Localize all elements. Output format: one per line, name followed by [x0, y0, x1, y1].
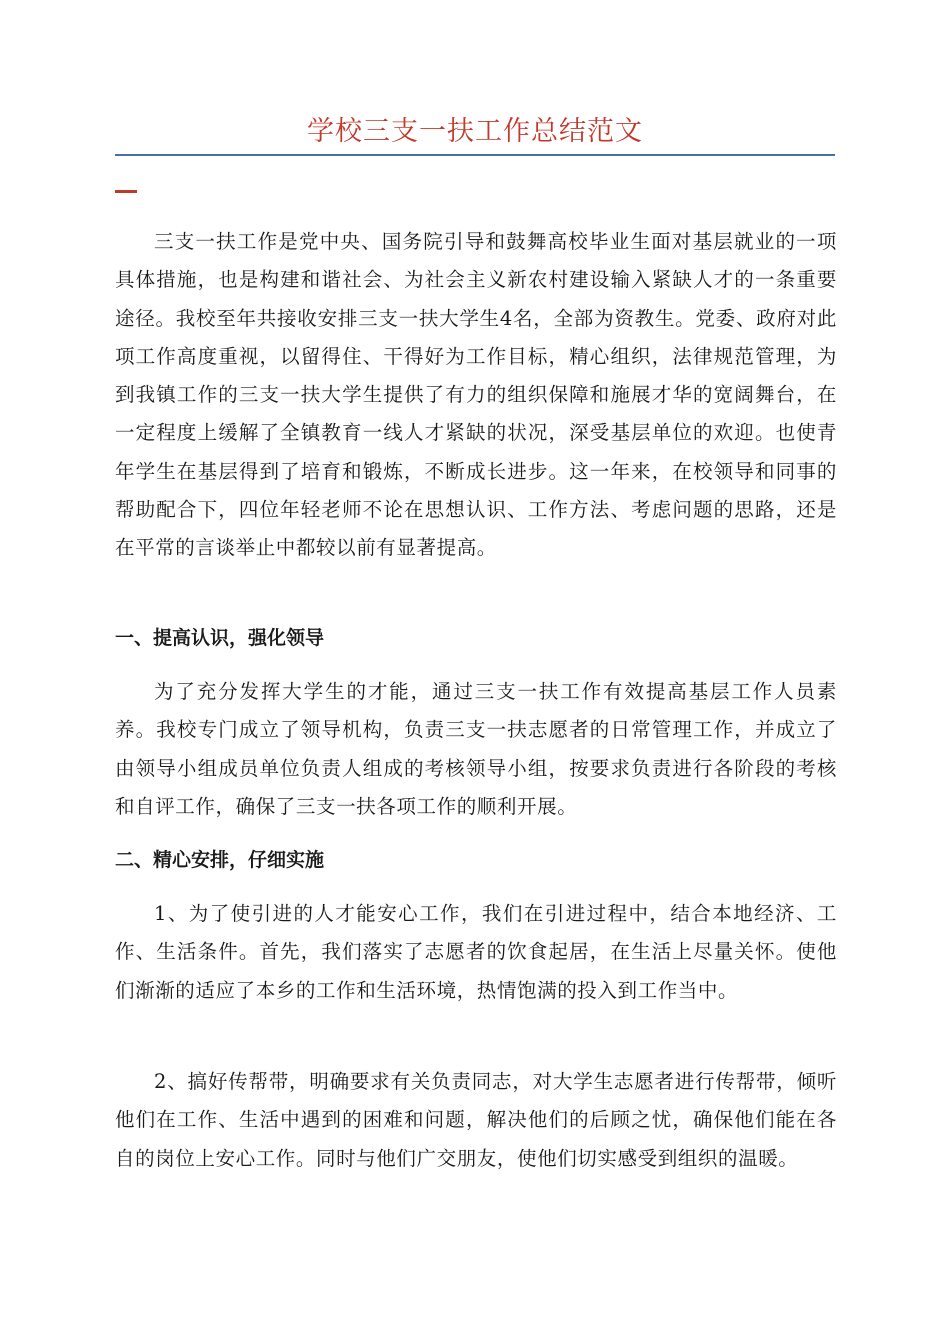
- section-number-mark: [115, 190, 137, 193]
- intro-paragraph: 三支一扶工作是党中央、国务院引导和鼓舞高校毕业生面对基层就业的一项具体措施，也是构建和谐社会、为社会主义新农村建设输入紧缺人才的一条重要途径。我校至年共接收安排三支一扶大学生4名，全部为资教生。党委、政府对此项工作高度重视，以留得住、干得好为工作目标，精心组织，法律规范管理，为到我镇工作的三支一扶大学生提供了有力的组织保障和施展才华的宽阔舞台，在一定程度上缓解了全镇教育一线人才紧缺的状况，深受基层单位的欢迎。也使青年学生在基层得到了培育和锻炼，不断成长进步。这一年来，在校领导和同事的帮助配合下，四位年轻老师不论在思想认识、工作方法、考虑问题的思路，还是在平常的言谈举止中都较以前有显著提高。: [115, 230, 837, 560]
- section-heading-1: 一、提高认识，强化领导: [115, 627, 325, 649]
- paragraph-item-2: 2、搞好传帮带，明确要求有关负责同志，对大学生志愿者进行传帮带，倾听他们在工作、生活中遇到的困难和问题，解决他们的后顾之忧，确保他们能在各自的岗位上安心工作。同时与他们广交朋友，使他们切实感受到组织的温暖。: [115, 1070, 837, 1170]
- document-title: 学校三支一扶工作总结范文: [307, 116, 643, 147]
- section-heading-2: 二、精心安排，仔细实施: [115, 849, 325, 871]
- title-divider: [115, 154, 835, 156]
- paragraph-leadership: 为了充分发挥大学生的才能，通过三支一扶工作有效提高基层工作人员素养。我校专门成立了领导机构，负责三支一扶志愿者的日常管理工作，并成立了由领导小组成员单位负责人组成的考核领导小组，按要求负责进行各阶段的考核和自评工作，确保了三支一扶各项工作的顺利开展。: [115, 680, 837, 818]
- paragraph-item-1: 1、为了使引进的人才能安心工作，我们在引进过程中，结合本地经济、工作、生活条件。首先，我们落实了志愿者的饮食起居，在生活上尽量关怀。使他们渐渐的适应了本乡的工作和生活环境，热情饱满的投入到工作当中。: [115, 902, 837, 1002]
